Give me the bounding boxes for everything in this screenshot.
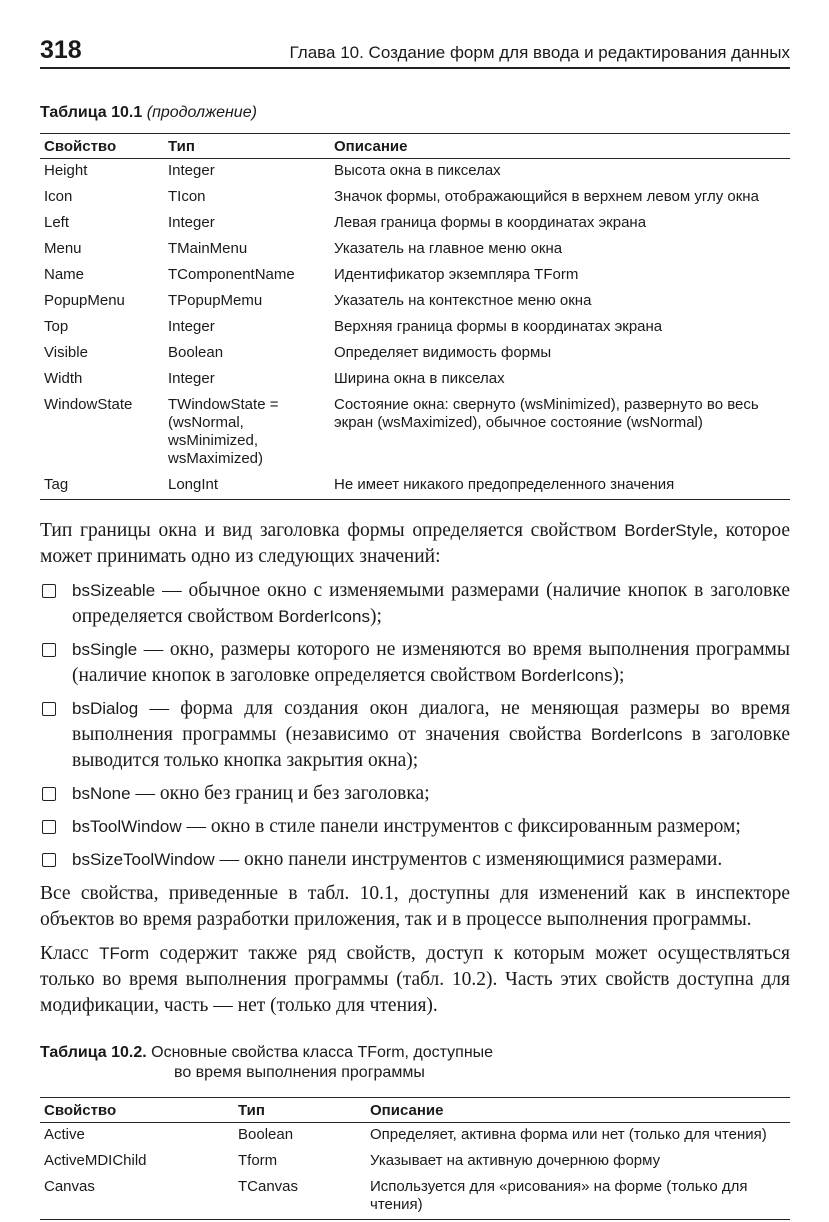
code-term: BorderIcons: [520, 666, 613, 685]
checkbox-bullet-icon: [42, 702, 56, 716]
text-run: — окно, размеры которого не изменяются во время выполнения программы (наличие кнопок в заголовке определяется свойством: [72, 639, 790, 686]
paragraph: Все свойства, приведенные в табл. 10.1, доступны для изменений как в инспекторе объектов во время разработки приложения, так и в процессе выполнения программы.: [40, 883, 790, 930]
cell-property: WindowState: [44, 396, 133, 413]
cell-property: Active: [44, 1126, 85, 1143]
col-header: Описание: [334, 138, 408, 155]
checkbox-bullet-icon: [42, 787, 56, 801]
cell-type: TIcon: [168, 188, 206, 205]
checkbox-bullet-icon: [42, 584, 56, 598]
cell-type: Tform: [238, 1152, 278, 1169]
table-row: [40, 1123, 790, 1150]
text-run: — обычное окно с изменяемыми размерами (наличие кнопок в заголовке определяется свойством: [72, 580, 790, 627]
list-item: [40, 847, 790, 873]
cell-property: ActiveMDIChild: [44, 1152, 147, 1169]
cell-type: Integer: [168, 370, 215, 387]
text-run: — окно панели инструментов с изменяющимися размерами.: [214, 849, 723, 870]
table2: [40, 1097, 790, 1220]
table2-header-row: [40, 1098, 790, 1123]
code-term: bsNone: [72, 784, 131, 803]
cell-description: Указатель на контекстное меню окна: [334, 292, 592, 309]
col-header: Свойство: [44, 138, 117, 155]
table-row: [40, 159, 790, 186]
table-row: [40, 473, 790, 500]
cell-type: Integer: [168, 318, 215, 335]
cell-type: TComponentName: [168, 266, 295, 283]
cell-description: Высота окна в пикселах: [334, 162, 501, 179]
cell-property: Width: [44, 370, 83, 387]
code-term: BorderIcons: [590, 725, 683, 744]
running-head: Глава 10. Создание форм для ввода и редактирования данных: [289, 43, 790, 62]
col-header: Тип: [238, 1102, 265, 1119]
cell-description: Определяет, активна форма или нет (только для чтения): [370, 1126, 767, 1143]
table2-caption-label: Таблица 10.2.: [40, 1044, 147, 1061]
cell-description: Значок формы, отображающийся в верхнем левом углу окна: [334, 188, 759, 205]
cell-property: Name: [44, 266, 85, 283]
cell-description: Левая граница формы в координатах экрана: [334, 214, 647, 231]
cell-description: Идентификатор экземпляра TForm: [334, 266, 579, 283]
table2-caption: [40, 1043, 790, 1083]
cell-property: Height: [44, 162, 88, 179]
checkbox-bullet-icon: [42, 643, 56, 657]
table-row: [40, 289, 790, 315]
list-item: [40, 814, 790, 840]
cell-description: Верхняя граница формы в координатах экрана: [334, 318, 663, 335]
code-term: bsToolWindow: [72, 817, 182, 836]
cell-description: Используется для «рисования» на форме (только для чтения): [370, 1178, 748, 1213]
cell-property: PopupMenu: [44, 292, 125, 309]
cell-property: Top: [44, 318, 69, 335]
table1-caption-note: (продолжение): [146, 104, 257, 121]
cell-description: Не имеет никакого предопределенного значения: [334, 476, 675, 493]
code-term: bsDialog: [72, 699, 139, 718]
page-number: 318: [40, 36, 82, 64]
table-row: [40, 237, 790, 263]
paragraph: [40, 941, 790, 1019]
cell-property: Left: [44, 214, 70, 231]
table2-caption-line2: во время выполнения программы: [174, 1064, 425, 1081]
code-term: TForm: [99, 944, 150, 963]
page-header: [40, 36, 790, 69]
list-item: [40, 637, 790, 689]
cell-type: TPopupMemu: [168, 292, 263, 309]
text-run: Класс: [40, 943, 100, 964]
text-run: в заголовке выводится только кнопка закрытия окна);: [72, 724, 790, 771]
text-run: — окно без границ и без заголовка;: [130, 783, 430, 804]
cell-property: Menu: [44, 240, 82, 257]
text-run: содержит также ряд свойств, доступ к которым может осуществляться только во время выполнения программы (табл. 10.2). Часть этих свойств доступна для модификации, часть — нет (только для чтения).: [40, 943, 790, 1016]
col-header: Описание: [370, 1102, 444, 1119]
table1-caption: [40, 103, 790, 123]
cell-description: Определяет видимость формы: [334, 344, 552, 361]
cell-type: Integer: [168, 162, 215, 179]
table-row: [40, 185, 790, 211]
table-row: [40, 393, 790, 473]
cell-type: TWindowState = (wsNormal, wsMinimized, wsMaximized): [168, 396, 279, 467]
cell-property: Icon: [44, 188, 73, 205]
cell-type: TCanvas: [238, 1178, 299, 1195]
table2-caption-line1: Основные свойства класса TForm, доступные: [151, 1044, 494, 1061]
book-page: [40, 36, 790, 1220]
table1: [40, 133, 790, 500]
text-run: — окно в стиле панели инструментов с фиксированным размером;: [181, 816, 741, 837]
cell-property: Canvas: [44, 1178, 95, 1195]
cell-property: Visible: [44, 344, 88, 361]
text-run: , которое может принимать одно из следующих значений:: [40, 520, 790, 567]
list-item: [40, 781, 790, 807]
checkbox-bullet-icon: [42, 853, 56, 867]
table-row: [40, 211, 790, 237]
table1-header-row: [40, 134, 790, 159]
cell-type: Integer: [168, 214, 215, 231]
col-header: Тип: [168, 138, 195, 155]
text-run: — форма для создания окон диалога, не меняющая размеры во время выполнения программы (независимо от значения свойства: [72, 698, 790, 745]
cell-description: Состояние окна: свернуто (wsMinimized), развернуто во весь экран (wsMaximized), обычное состояние (wsNormal): [334, 396, 759, 431]
code-term: bsSizeToolWindow: [72, 850, 215, 869]
cell-type: Boolean: [168, 344, 224, 361]
code-term: bsSizeable: [72, 581, 156, 600]
table-row: [40, 367, 790, 393]
cell-description: Ширина окна в пикселах: [334, 370, 505, 387]
body-text: [40, 518, 790, 1019]
cell-description: Указывает на активную дочернюю форму: [370, 1152, 661, 1169]
list-item: [40, 578, 790, 630]
table-row: [40, 341, 790, 367]
checkbox-bullet-icon: [42, 820, 56, 834]
code-term: BorderIcons: [278, 607, 370, 626]
table-row: [40, 1149, 790, 1175]
cell-type: Boolean: [238, 1126, 294, 1143]
code-term: bsSingle: [72, 640, 138, 659]
table-row: [40, 1175, 790, 1220]
code-term: BorderStyle: [624, 521, 714, 540]
table-row: [40, 315, 790, 341]
text-run: );: [369, 606, 382, 627]
cell-type: LongInt: [168, 476, 219, 493]
cell-type: TMainMenu: [168, 240, 248, 257]
table-row: [40, 263, 790, 289]
border-style-options: [40, 578, 790, 873]
list-item: [40, 696, 790, 774]
cell-property: Tag: [44, 476, 69, 493]
text-run: );: [612, 665, 625, 686]
text-run: Тип границы окна и вид заголовка формы определяется свойством: [40, 520, 625, 541]
intro-paragraph: [40, 518, 790, 570]
cell-description: Указатель на главное меню окна: [334, 240, 563, 257]
col-header: Свойство: [44, 1102, 117, 1119]
table1-caption-label: Таблица 10.1: [40, 104, 143, 121]
